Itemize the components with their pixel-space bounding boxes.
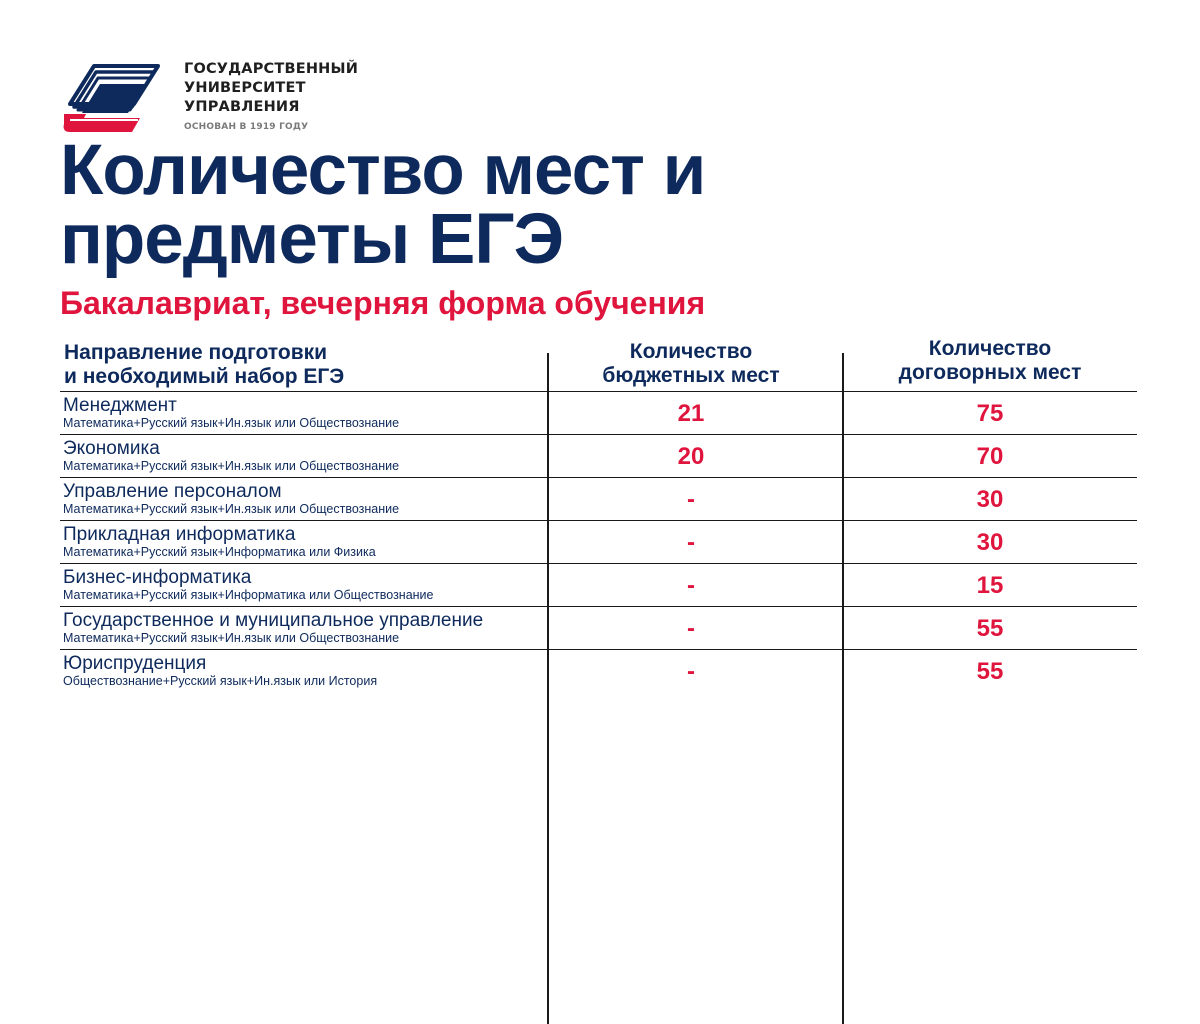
table-row [60, 521, 1137, 564]
budget-places: - [687, 615, 695, 642]
program-name: Менеджмент [63, 395, 177, 416]
university-name [184, 60, 358, 132]
table-row [60, 435, 1137, 478]
table-row [60, 607, 1137, 650]
program-name: Юриспруденция [63, 653, 207, 674]
exam-subjects: Математика+Русский язык+Ин.язык или Обществознание [63, 502, 400, 516]
column-header-contract: Количество договорных мест [898, 337, 1082, 384]
program-name: Государственное и муниципальное управление [63, 610, 484, 631]
table-body [60, 392, 1137, 692]
university-name-line: ГОСУДАРСТВЕННЫЙ [184, 61, 359, 77]
exam-subjects: Математика+Русский язык+Ин.язык или Обществознание [63, 631, 400, 645]
page-subtitle: Бакалавриат, вечерняя форма обучения [60, 285, 706, 321]
exam-subjects: Математика+Русский язык+Информатика или Физика [63, 545, 376, 559]
contract-places: 70 [976, 443, 1004, 470]
budget-places: - [687, 529, 695, 556]
contract-places: 55 [976, 658, 1004, 685]
page-title-line: предметы ЕГЭ [60, 200, 564, 279]
contract-places: 55 [976, 615, 1004, 642]
table-row [60, 650, 1137, 692]
budget-places: - [687, 658, 695, 685]
exam-subjects: Математика+Русский язык+Ин.язык или Обществознание [63, 459, 400, 473]
budget-places: 20 [677, 443, 705, 470]
column-header-program: Направление подготовки и необходимый набор ЕГЭ [64, 341, 345, 388]
founded-year: ОСНОВАН В 1919 ГОДУ [184, 122, 309, 132]
table-row [60, 392, 1137, 435]
program-name: Экономика [63, 438, 160, 459]
page-title-line: Количество мест и [60, 131, 706, 210]
table-row [60, 564, 1137, 607]
table-row [60, 478, 1137, 521]
column-header-budget: Количество бюджетных мест [602, 340, 780, 387]
exam-subjects: Математика+Русский язык+Информатика или Обществознание [63, 588, 434, 602]
program-name: Бизнес-информатика [63, 567, 252, 588]
university-name-line: УПРАВЛЕНИЯ [184, 99, 300, 115]
contract-places: 30 [976, 529, 1004, 556]
university-name-line: УНИВЕРСИТЕТ [184, 80, 306, 96]
university-logo-icon [60, 58, 160, 136]
contract-places: 75 [976, 400, 1004, 427]
exam-subjects: Обществознание+Русский язык+Ин.язык или История [63, 674, 378, 688]
budget-places: 21 [677, 400, 705, 427]
page-title [60, 131, 706, 279]
budget-places: - [687, 486, 695, 513]
exam-subjects: Математика+Русский язык+Ин.язык или Обществознание [63, 416, 400, 430]
table-header [60, 338, 1137, 392]
contract-places: 30 [976, 486, 1004, 513]
contract-places: 15 [976, 572, 1004, 599]
budget-places: - [687, 572, 695, 599]
program-name: Управление персоналом [63, 481, 282, 502]
admission-table [60, 338, 1137, 692]
program-name: Прикладная информатика [63, 524, 296, 545]
